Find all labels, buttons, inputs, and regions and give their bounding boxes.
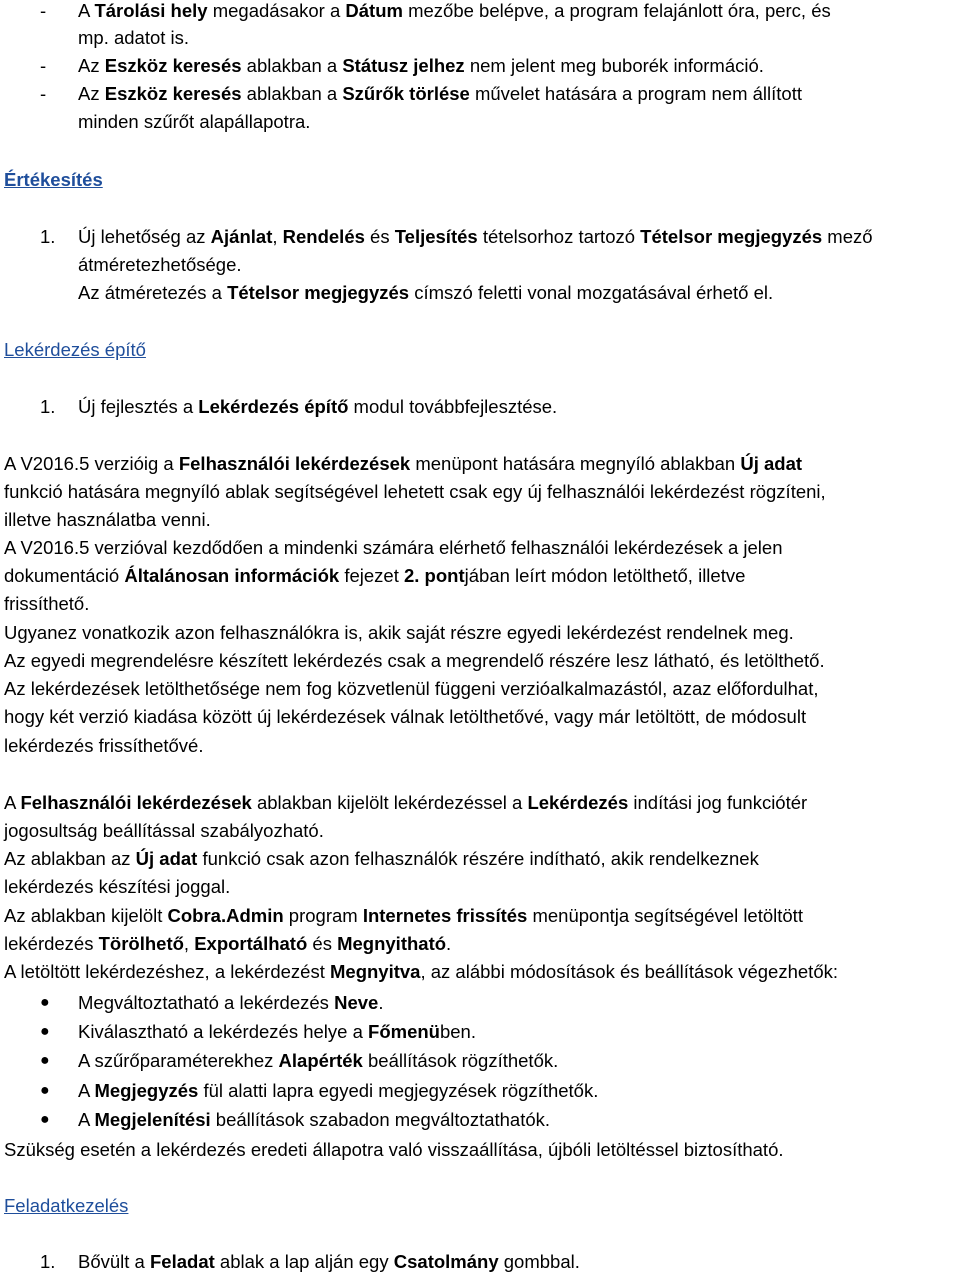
section-heading-ertekesites: Értékesítés bbox=[4, 169, 103, 190]
text-line: dokumentáció Általánosan információk fejezet 2. pontjában leírt módon letölthető, illetve bbox=[4, 565, 746, 586]
text-line: Szükség esetén a lekérdezés eredeti állapotra való visszaállítása, újbóli letöltéssel biztosítható. bbox=[4, 1139, 784, 1160]
text-line: átméretezhetősége. bbox=[78, 254, 242, 275]
list-item: A Megjegyzés fül alatti lapra egyedi megjegyzések rögzíthetők. bbox=[78, 1080, 599, 1101]
text-line: A letöltött lekérdezéshez, a lekérdezést Megnyitva, az alábbi módosítások és beállítások végezhetők: bbox=[4, 961, 838, 982]
section-heading-feladatkezeles: Feladatkezelés bbox=[4, 1195, 129, 1216]
list-dash: - bbox=[40, 0, 47, 21]
text-line: jogosultság beállítással szabályozható. bbox=[4, 820, 324, 841]
bullet-icon: ● bbox=[40, 994, 50, 1011]
text-line: frissíthető. bbox=[4, 593, 90, 614]
text-line: Ugyanez vonatkozik azon felhasználókra is, akik saját részre egyedi lekérdezést rendelnek meg. bbox=[4, 622, 794, 643]
list-dash: - bbox=[40, 83, 47, 104]
section-heading-lekerdezes: Lekérdezés építő bbox=[4, 339, 146, 360]
text-line: illetve használatba venni. bbox=[4, 509, 211, 530]
text-line: A Tárolási hely megadásakor a Dátum mezőbe belépve, a program felajánlott óra, perc, és bbox=[78, 0, 831, 21]
text-line: Az lekérdezések letölthetősége nem fog közvetlenül függeni verzióalkalmazástól, azaz előfordulhat, bbox=[4, 678, 819, 699]
text-line: minden szűrőt alapállapotra. bbox=[78, 111, 311, 132]
text-line: Az Eszköz keresés ablakban a Státusz jelhez nem jelent meg buborék információ. bbox=[78, 55, 764, 76]
list-item: Kiválasztható a lekérdezés helye a Főmenüben. bbox=[78, 1021, 476, 1042]
text-line: lekérdezés frissíthetővé. bbox=[4, 735, 204, 756]
bullet-icon: ● bbox=[40, 1111, 50, 1128]
text-line: Az Eszköz keresés ablakban a Szűrők törlése művelet hatására a program nem állított bbox=[78, 83, 802, 104]
text-line: Az egyedi megrendelésre készített lekérdezés csak a megrendelő részére lesz látható, és letölthető. bbox=[4, 650, 825, 671]
text-line: Az ablakban kijelölt Cobra.Admin program Internetes frissítés menüpontja segítségével letöltött bbox=[4, 905, 803, 926]
list-item: A szűrőparaméterekhez Alapérték beállítások rögzíthetők. bbox=[78, 1050, 559, 1071]
list-number: 1. bbox=[40, 396, 56, 417]
list-number: 1. bbox=[40, 226, 56, 247]
text-line: hogy két verzió kiadása között új lekérdezések válnak letölthetővé, vagy már letöltött, de módosult bbox=[4, 706, 807, 727]
bullet-icon: ● bbox=[40, 1082, 50, 1099]
text-line: lekérdezés készítési joggal. bbox=[4, 876, 231, 897]
text-line: lekérdezés Törölhető, Exportálható és Megnyitható. bbox=[4, 933, 452, 954]
list-number: 1. bbox=[40, 1251, 56, 1272]
text-line: Új lehetőség az Ajánlat, Rendelés és Teljesítés tételsorhoz tartozó Tételsor megjegyzés mező bbox=[78, 226, 873, 247]
text-line: Az ablakban az Új adat funkció csak azon felhasználók részére indítható, akik rendelkeznek bbox=[4, 848, 759, 869]
bullet-icon: ● bbox=[40, 1052, 50, 1069]
list-dash: - bbox=[40, 55, 47, 76]
list-item: A Megjelenítési beállítások szabadon megváltoztathatók. bbox=[78, 1109, 551, 1130]
text-line: funkció hatására megnyíló ablak segítségével lehetett csak egy új felhasználói lekérdezést rögzíteni, bbox=[4, 481, 826, 502]
text-line: Az átméretezés a Tételsor megjegyzés címszó feletti vonal mozgatásával érhető el. bbox=[78, 282, 774, 303]
text-line: Bővült a Feladat ablak a lap alján egy Csatolmány gombbal. bbox=[78, 1251, 580, 1272]
text-line: mp. adatot is. bbox=[78, 27, 190, 48]
text-line: A V2016.5 verzióig a Felhasználói lekérdezések menüpont hatására megnyíló ablakban Új adat bbox=[4, 453, 803, 474]
text-line: A Felhasználói lekérdezések ablakban kijelölt lekérdezéssel a Lekérdezés indítási jog funkciótér bbox=[4, 792, 808, 813]
bullet-icon: ● bbox=[40, 1023, 50, 1040]
text-line: Új fejlesztés a Lekérdezés építő modul továbbfejlesztése. bbox=[78, 396, 558, 417]
text-line: A V2016.5 verzióval kezdődően a mindenki számára elérhető felhasználói lekérdezések a jelen bbox=[4, 537, 783, 558]
list-item: Megváltoztatható a lekérdezés Neve. bbox=[78, 992, 384, 1013]
